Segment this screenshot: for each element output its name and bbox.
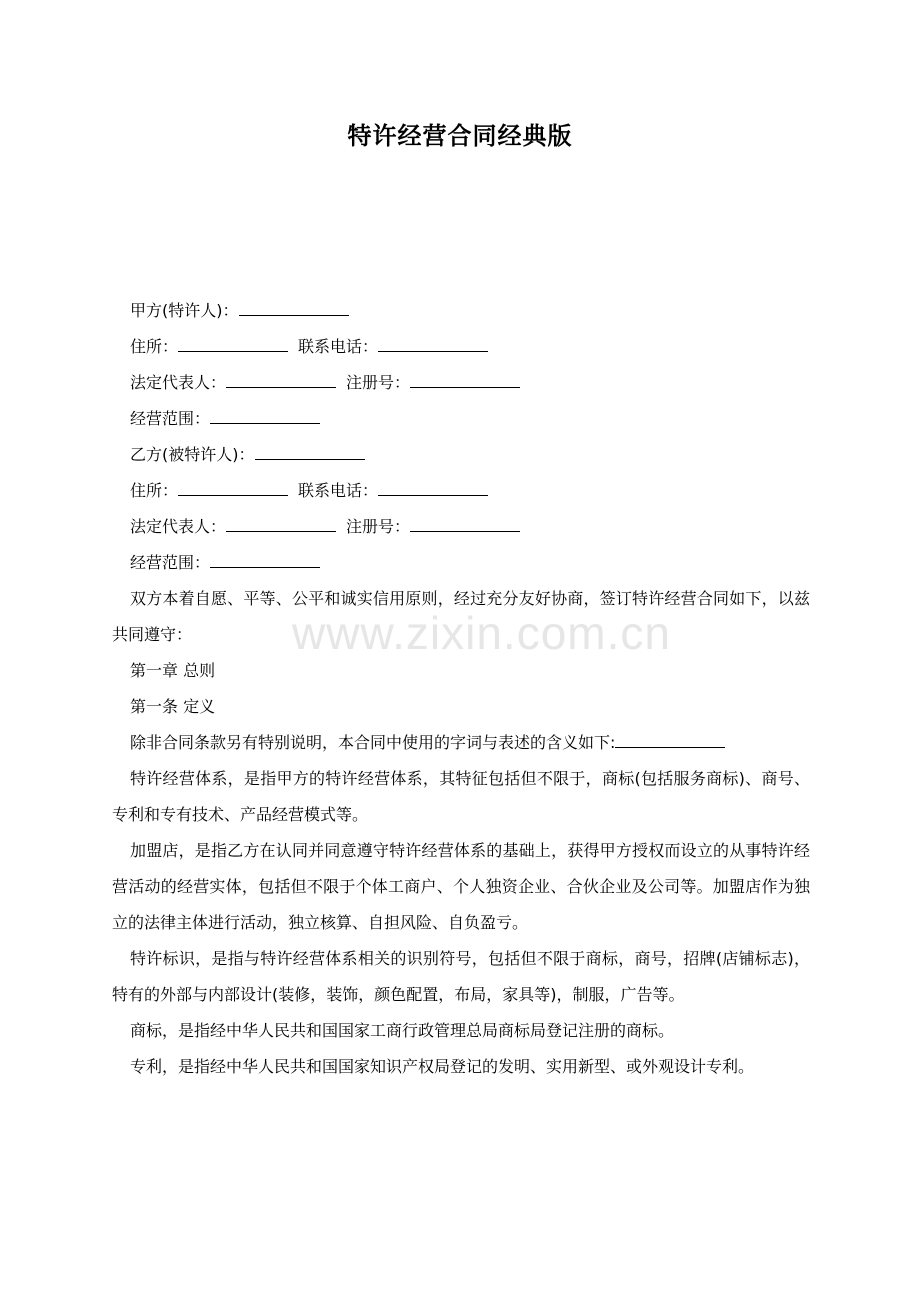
intro-paragraph: 双方本着自愿、平等、公平和诚实信用原则，经过充分友好协商，签订特许经营合同如下，以兹共同遵守：: [112, 589, 810, 644]
site-watermark: www.zixin.com.cn: [292, 607, 671, 659]
party-b-reg-label: 注册号：: [346, 517, 411, 536]
definition-intro-line: [112, 725, 810, 761]
party-a-scope-blank: [210, 409, 320, 424]
party-a-reg-blank: [410, 373, 520, 388]
party-b-rep-blank: [226, 517, 336, 532]
party-b-name-line: [112, 437, 810, 473]
contract-body: [112, 293, 810, 1085]
definition-franchise-system: 特许经营体系，是指甲方的特许经营体系，其特征包括但不限于，商标(包括服务商标)、商号、专利和专有技术、产品经营模式等。: [112, 769, 810, 824]
document-title: 特许经营合同经典版: [347, 122, 573, 150]
party-a-rep-line: [112, 365, 810, 401]
party-b-phone-blank: [378, 481, 488, 496]
party-a-address-line: [112, 329, 810, 365]
party-a-scope-label: 经营范围：: [130, 409, 211, 428]
party-b-scope-label: 经营范围：: [130, 553, 211, 572]
party-b-phone-label: 联系电话：: [298, 481, 379, 500]
party-a-name-line: [112, 293, 810, 329]
party-a-phone-label: 联系电话：: [298, 337, 379, 356]
party-a-scope-line: [112, 401, 810, 437]
party-b-address-line: [112, 473, 810, 509]
party-b-scope-blank: [210, 553, 320, 568]
definition-trademark: 商标，是指经中华人民共和国国家工商行政管理总局商标局登记注册的商标。: [130, 1021, 675, 1040]
chapter-heading: 第一章 总则: [130, 661, 216, 680]
party-b-address-blank: [178, 481, 288, 496]
party-a-address-blank: [178, 337, 288, 352]
party-b-reg-blank: [410, 517, 520, 532]
party-a-name-blank: [239, 301, 349, 316]
definition-intro-blank: [615, 733, 725, 748]
party-b-name-label: 乙方(被特许人)：: [130, 445, 255, 464]
party-b-name-blank: [255, 445, 365, 460]
party-b-address-label: 住所：: [130, 481, 179, 500]
party-a-name-label: 甲方(特许人)：: [130, 301, 239, 320]
party-a-address-label: 住所：: [130, 337, 179, 356]
definition-franchise-mark: 特许标识，是指与特许经营体系相关的识别符号，包括但不限于商标，商号，招牌(店铺标志)，特有的外部与内部设计(装修，装饰，颜色配置，布局，家具等)，制服，广告等。: [112, 949, 810, 1004]
party-b-rep-label: 法定代表人：: [130, 517, 227, 536]
party-b-scope-line: [112, 545, 810, 581]
party-b-rep-line: [112, 509, 810, 545]
definition-patent: 专利，是指经中华人民共和国国家知识产权局登记的发明、实用新型、或外观设计专利。: [130, 1057, 755, 1076]
party-a-reg-label: 注册号：: [346, 373, 411, 392]
definition-intro: 除非合同条款另有特别说明，本合同中使用的字词与表述的含义如下:: [130, 733, 616, 752]
definition-franchise-store: 加盟店，是指乙方在认同并同意遵守特许经营体系的基础上，获得甲方授权而设立的从事特许经营活动的经营实体，包括但不限于个体工商户、个人独资企业、合伙企业及公司等。加盟店作为独立的法律主体进行活动，独立核算、自担风险、自负盈亏。: [112, 841, 810, 932]
party-a-rep-label: 法定代表人：: [130, 373, 227, 392]
article-heading: 第一条 定义: [130, 697, 216, 716]
party-a-phone-blank: [378, 337, 488, 352]
party-a-rep-blank: [226, 373, 336, 388]
